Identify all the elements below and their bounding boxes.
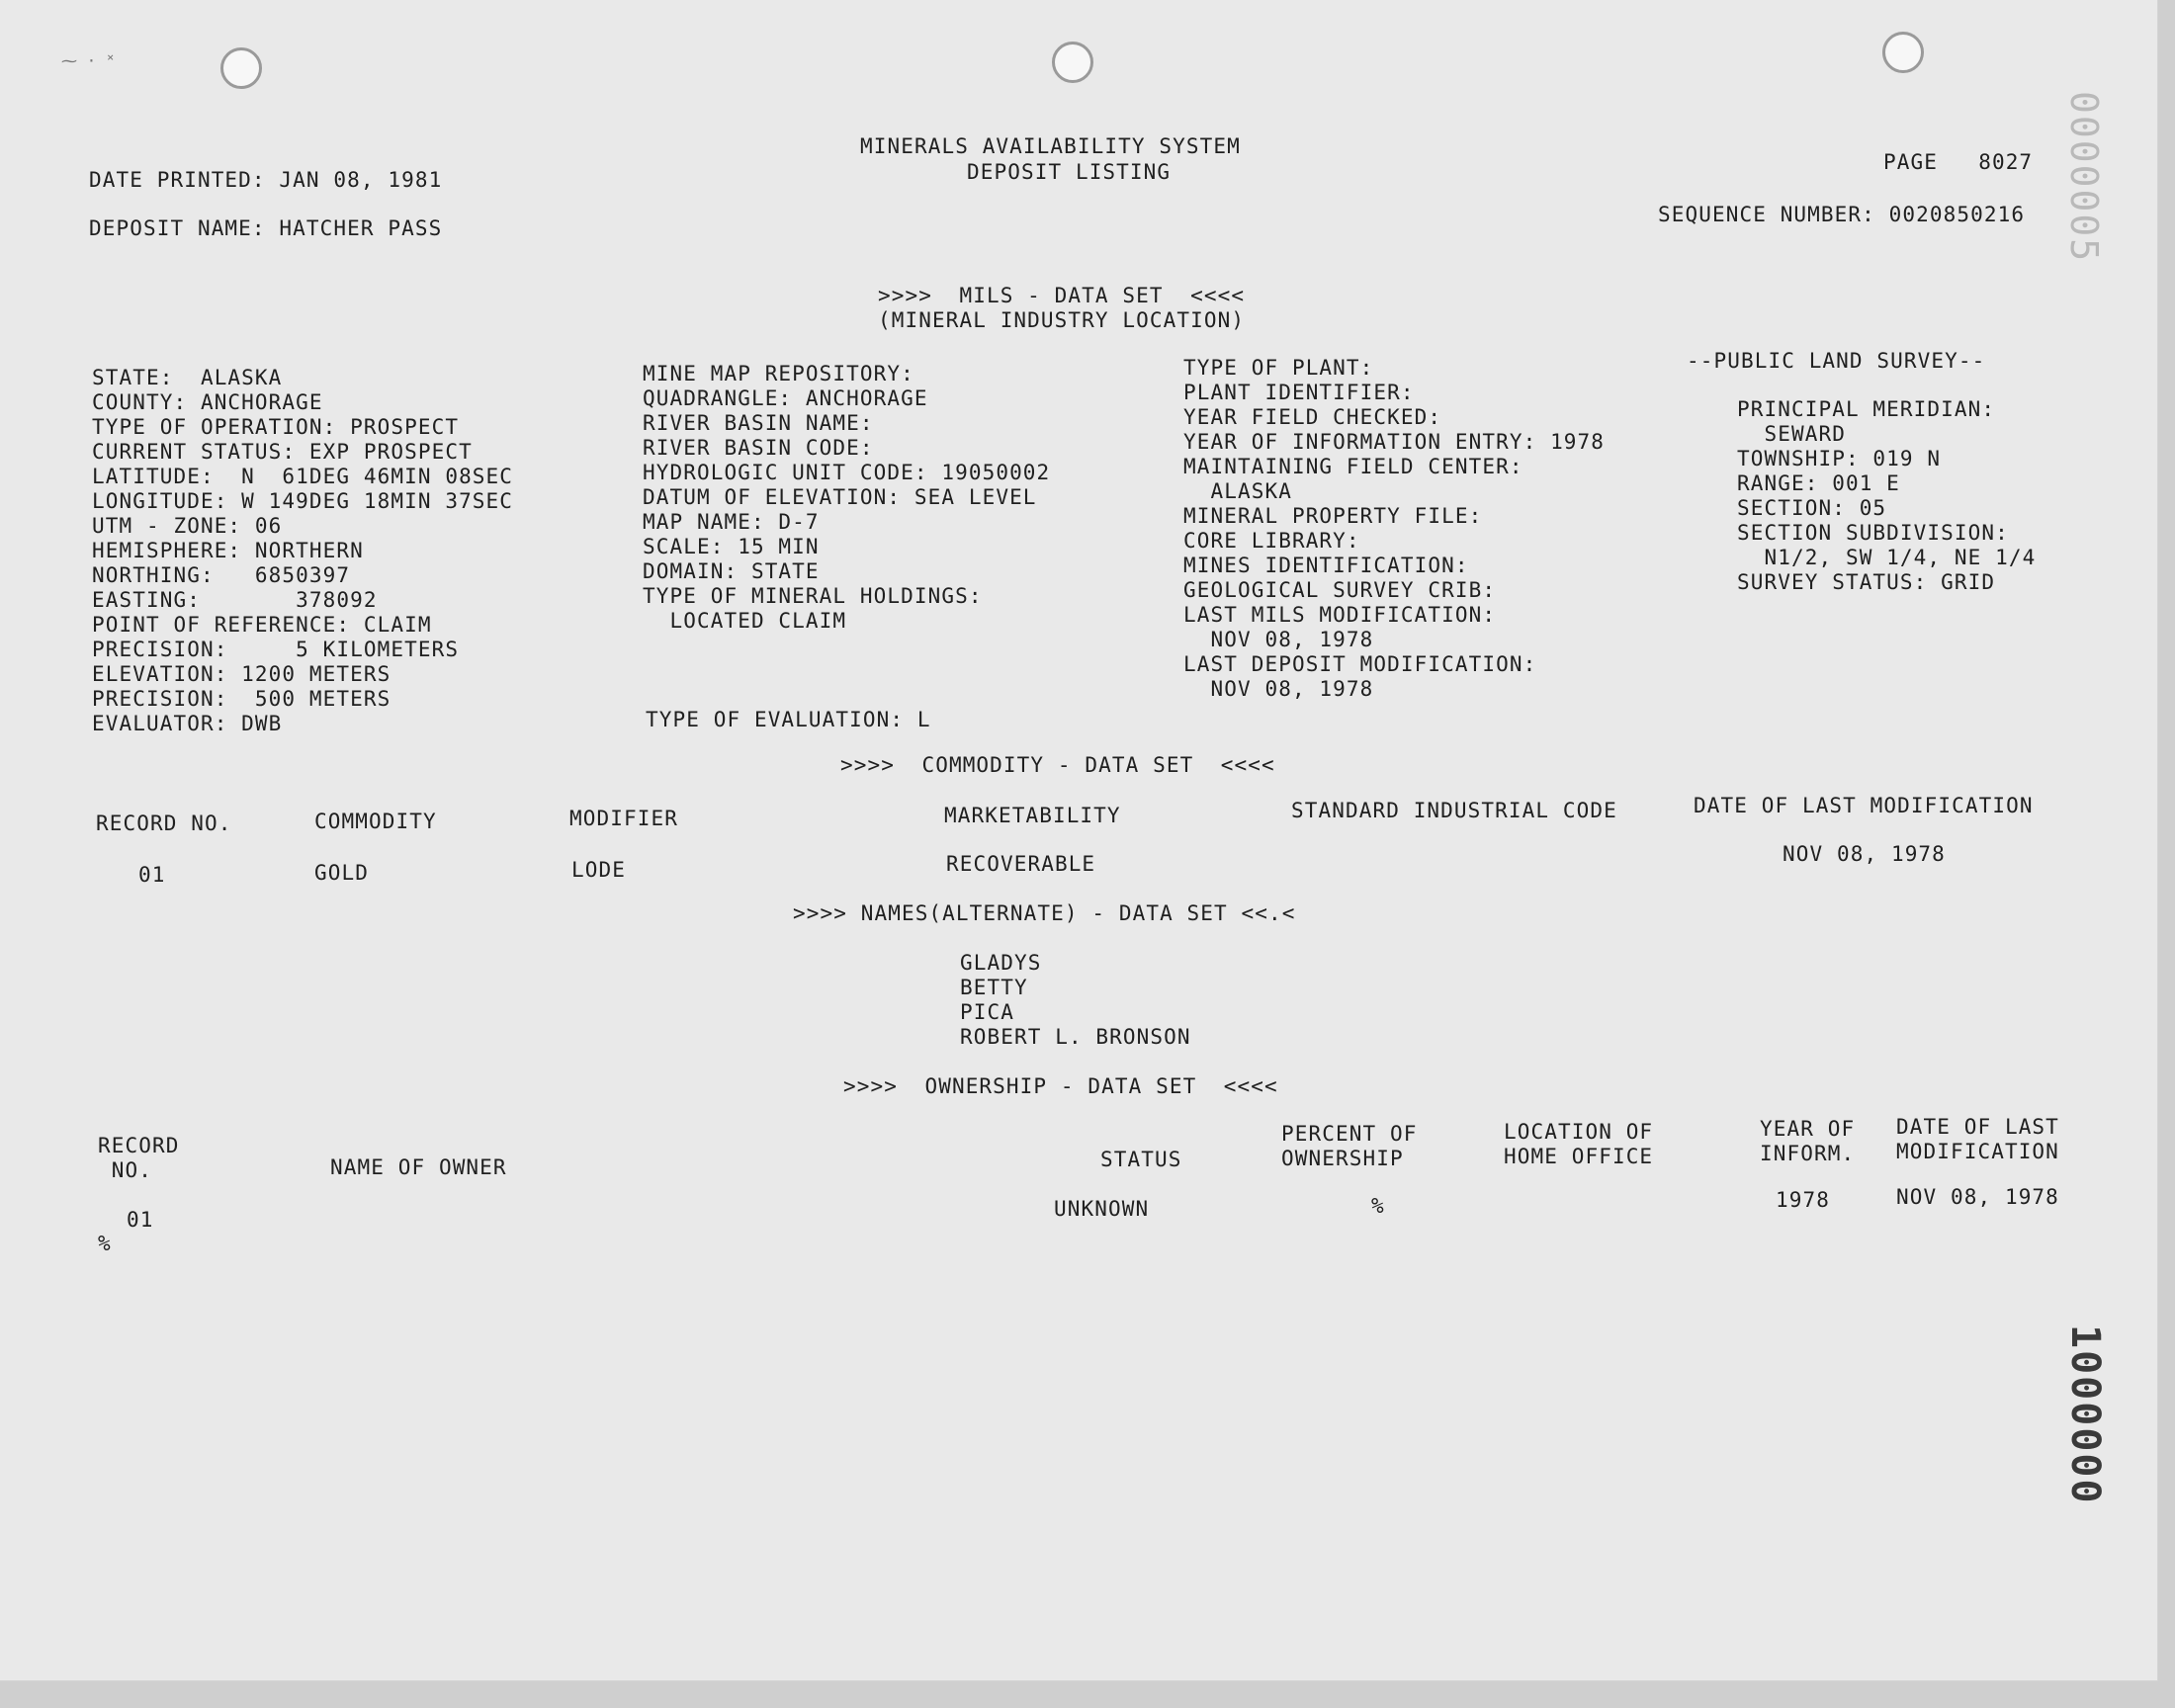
field-line: PLANT IDENTIFIER: — [1183, 381, 1415, 404]
field-line: EVALUATOR: DWB — [92, 712, 283, 735]
field-line: PRECISION: 500 METERS — [92, 687, 392, 711]
mils-column-1 — [92, 366, 513, 736]
field-line: MINES IDENTIFICATION: — [1183, 554, 1469, 577]
col-header-record-line1: RECORD — [98, 1134, 180, 1157]
field-line: TYPE OF PLANT: — [1183, 356, 1374, 380]
field-line: SECTION: 05 — [1737, 496, 1887, 520]
field-line: TYPE OF OPERATION: PROSPECT — [92, 415, 460, 439]
field-line: ALASKA — [1183, 479, 1292, 503]
ownership-record-no: 01 — [127, 1208, 154, 1232]
col-header-sic: STANDARD INDUSTRIAL CODE — [1291, 799, 1617, 822]
field-line: N1/2, SW 1/4, NE 1/4 — [1737, 546, 2037, 569]
field-line: NOV 08, 1978 — [1183, 628, 1374, 651]
field-line: CORE LIBRARY: — [1183, 529, 1360, 553]
field-line: PRINCIPAL MERIDIAN: — [1737, 397, 1996, 421]
field-line: QUADRANGLE: ANCHORAGE — [643, 386, 928, 410]
commodity-marketability: RECOVERABLE — [946, 852, 1096, 876]
field-line: YEAR OF INFORMATION ENTRY: 1978 — [1183, 430, 1606, 454]
names-heading: >>>> NAMES(ALTERNATE) - DATA SET <<.< — [793, 901, 1296, 925]
col-header-status: STATUS — [1100, 1148, 1182, 1171]
col-header-date-line2: MODIFICATION — [1896, 1140, 2059, 1163]
system-title: MINERALS AVAILABILITY SYSTEM — [860, 134, 1241, 158]
field-line: SEWARD — [1737, 422, 1846, 446]
pencil-scribble: ⁓ · ˟ — [61, 51, 116, 70]
field-line: LONGITUDE: W 149DEG 18MIN 37SEC — [92, 489, 514, 513]
date-printed: DATE PRINTED: JAN 08, 1981 — [89, 168, 443, 192]
mils-column-3 — [1183, 356, 1605, 702]
col-header-location-line2: HOME OFFICE — [1504, 1145, 1654, 1168]
commodity-date-last-mod: NOV 08, 1978 — [1783, 842, 1946, 866]
field-line: LAST MILS MODIFICATION: — [1183, 603, 1497, 627]
field-line: SURVEY STATUS: GRID — [1737, 570, 1996, 594]
col-header-modifier: MODIFIER — [569, 807, 678, 830]
field-line: HEMISPHERE: NORTHERN — [92, 539, 364, 562]
col-header-date-line1: DATE OF LAST — [1896, 1115, 2059, 1139]
field-line: RIVER BASIN NAME: — [643, 411, 874, 435]
field-line: MAINTAINING FIELD CENTER: — [1183, 455, 1523, 478]
field-line: HYDROLOGIC UNIT CODE: 19050002 — [643, 461, 1051, 484]
field-line: COUNTY: ANCHORAGE — [92, 390, 323, 414]
col-header-record-line2: NO. — [98, 1158, 152, 1182]
field-line: MAP NAME: D-7 — [643, 510, 820, 534]
field-line: DATUM OF ELEVATION: SEA LEVEL — [643, 485, 1037, 509]
mils-column-4 — [1737, 397, 2036, 595]
field-line: DOMAIN: STATE — [643, 559, 820, 583]
ownership-date: NOV 08, 1978 — [1896, 1185, 2059, 1209]
field-line: CURRENT STATUS: EXP PROSPECT — [92, 440, 473, 464]
listing-title: DEPOSIT LISTING — [967, 160, 1172, 184]
field-line: EASTING: 378092 — [92, 588, 378, 612]
field-line: MINERAL PROPERTY FILE: — [1183, 504, 1483, 528]
ownership-heading: >>>> OWNERSHIP - DATA SET <<<< — [843, 1074, 1278, 1098]
binder-hole-right — [1882, 32, 1924, 73]
field-line: ELEVATION: 1200 METERS — [92, 662, 392, 686]
field-line: STATE: ALASKA — [92, 366, 283, 389]
alternate-name: PICA — [960, 1000, 1014, 1024]
alternate-name: GLADYS — [960, 951, 1042, 975]
col-header-commodity: COMMODITY — [314, 810, 437, 833]
field-line: RANGE: 001 E — [1737, 471, 1900, 495]
binder-hole-center — [1052, 42, 1093, 83]
field-line: PRECISION: 5 KILOMETERS — [92, 638, 460, 661]
ownership-year: 1978 — [1776, 1188, 1830, 1212]
page-stamp-top: 0000005 — [2062, 91, 2106, 264]
page-stamp-bottom: 1000000 — [2062, 1324, 2108, 1505]
field-line: LAST DEPOSIT MODIFICATION: — [1183, 652, 1537, 676]
col-header-marketability: MARKETABILITY — [944, 804, 1121, 827]
ownership-percent: % — [1371, 1194, 1385, 1218]
field-line: TYPE OF MINERAL HOLDINGS: — [643, 584, 983, 608]
field-line: POINT OF REFERENCE: CLAIM — [92, 613, 432, 637]
field-line: NOV 08, 1978 — [1183, 677, 1374, 701]
mils-subheading: (MINERAL INDUSTRY LOCATION) — [878, 308, 1246, 332]
field-line: NORTHING: 6850397 — [92, 563, 351, 587]
col-header-percent-line2: OWNERSHIP — [1281, 1147, 1404, 1170]
col-header-year-line2: INFORM. — [1760, 1142, 1856, 1165]
deposit-name: DEPOSIT NAME: HATCHER PASS — [89, 216, 443, 240]
public-land-survey-heading: --PUBLIC LAND SURVEY-- — [1687, 349, 1986, 373]
alternate-name: BETTY — [960, 976, 1028, 999]
field-line: SECTION SUBDIVISION: — [1737, 521, 2009, 545]
col-header-percent-line1: PERCENT OF — [1281, 1122, 1418, 1146]
field-line: GEOLOGICAL SURVEY CRIB: — [1183, 578, 1497, 602]
field-line: SCALE: 15 MIN — [643, 535, 820, 558]
page-number: PAGE 8027 — [1883, 150, 2034, 174]
col-header-date-last-mod: DATE OF LAST MODIFICATION — [1694, 794, 2034, 817]
col-header-record-no: RECORD NO. — [96, 811, 232, 835]
col-header-name-of-owner: NAME OF OWNER — [330, 1155, 507, 1179]
type-of-evaluation: TYPE OF EVALUATION: L — [646, 708, 931, 731]
field-line: UTM - ZONE: 06 — [92, 514, 283, 538]
mils-column-2 — [643, 362, 1050, 634]
field-line: LATITUDE: N 61DEG 46MIN 08SEC — [92, 465, 514, 488]
trailing-percent-mark: % — [98, 1232, 112, 1255]
field-line: MINE MAP REPOSITORY: — [643, 362, 914, 385]
col-header-year-line1: YEAR OF — [1760, 1117, 1856, 1141]
sequence-number: SEQUENCE NUMBER: 0020850216 — [1658, 203, 2026, 226]
ownership-status: UNKNOWN — [1054, 1197, 1150, 1221]
binder-hole-left — [220, 47, 262, 89]
field-line: LOCATED CLAIM — [643, 609, 847, 633]
commodity-modifier: LODE — [571, 858, 626, 882]
alternate-name: ROBERT L. BRONSON — [960, 1025, 1191, 1049]
commodity-heading: >>>> COMMODITY - DATA SET <<<< — [840, 753, 1275, 777]
field-line: TOWNSHIP: 019 N — [1737, 447, 1942, 470]
mils-heading: >>>> MILS - DATA SET <<<< — [878, 284, 1246, 307]
commodity-value: GOLD — [314, 861, 369, 885]
commodity-record-no: 01 — [138, 863, 166, 887]
alternate-names-list — [960, 951, 1191, 1050]
col-header-location-line1: LOCATION OF — [1504, 1120, 1654, 1144]
field-line: RIVER BASIN CODE: — [643, 436, 874, 460]
field-line: YEAR FIELD CHECKED: — [1183, 405, 1442, 429]
